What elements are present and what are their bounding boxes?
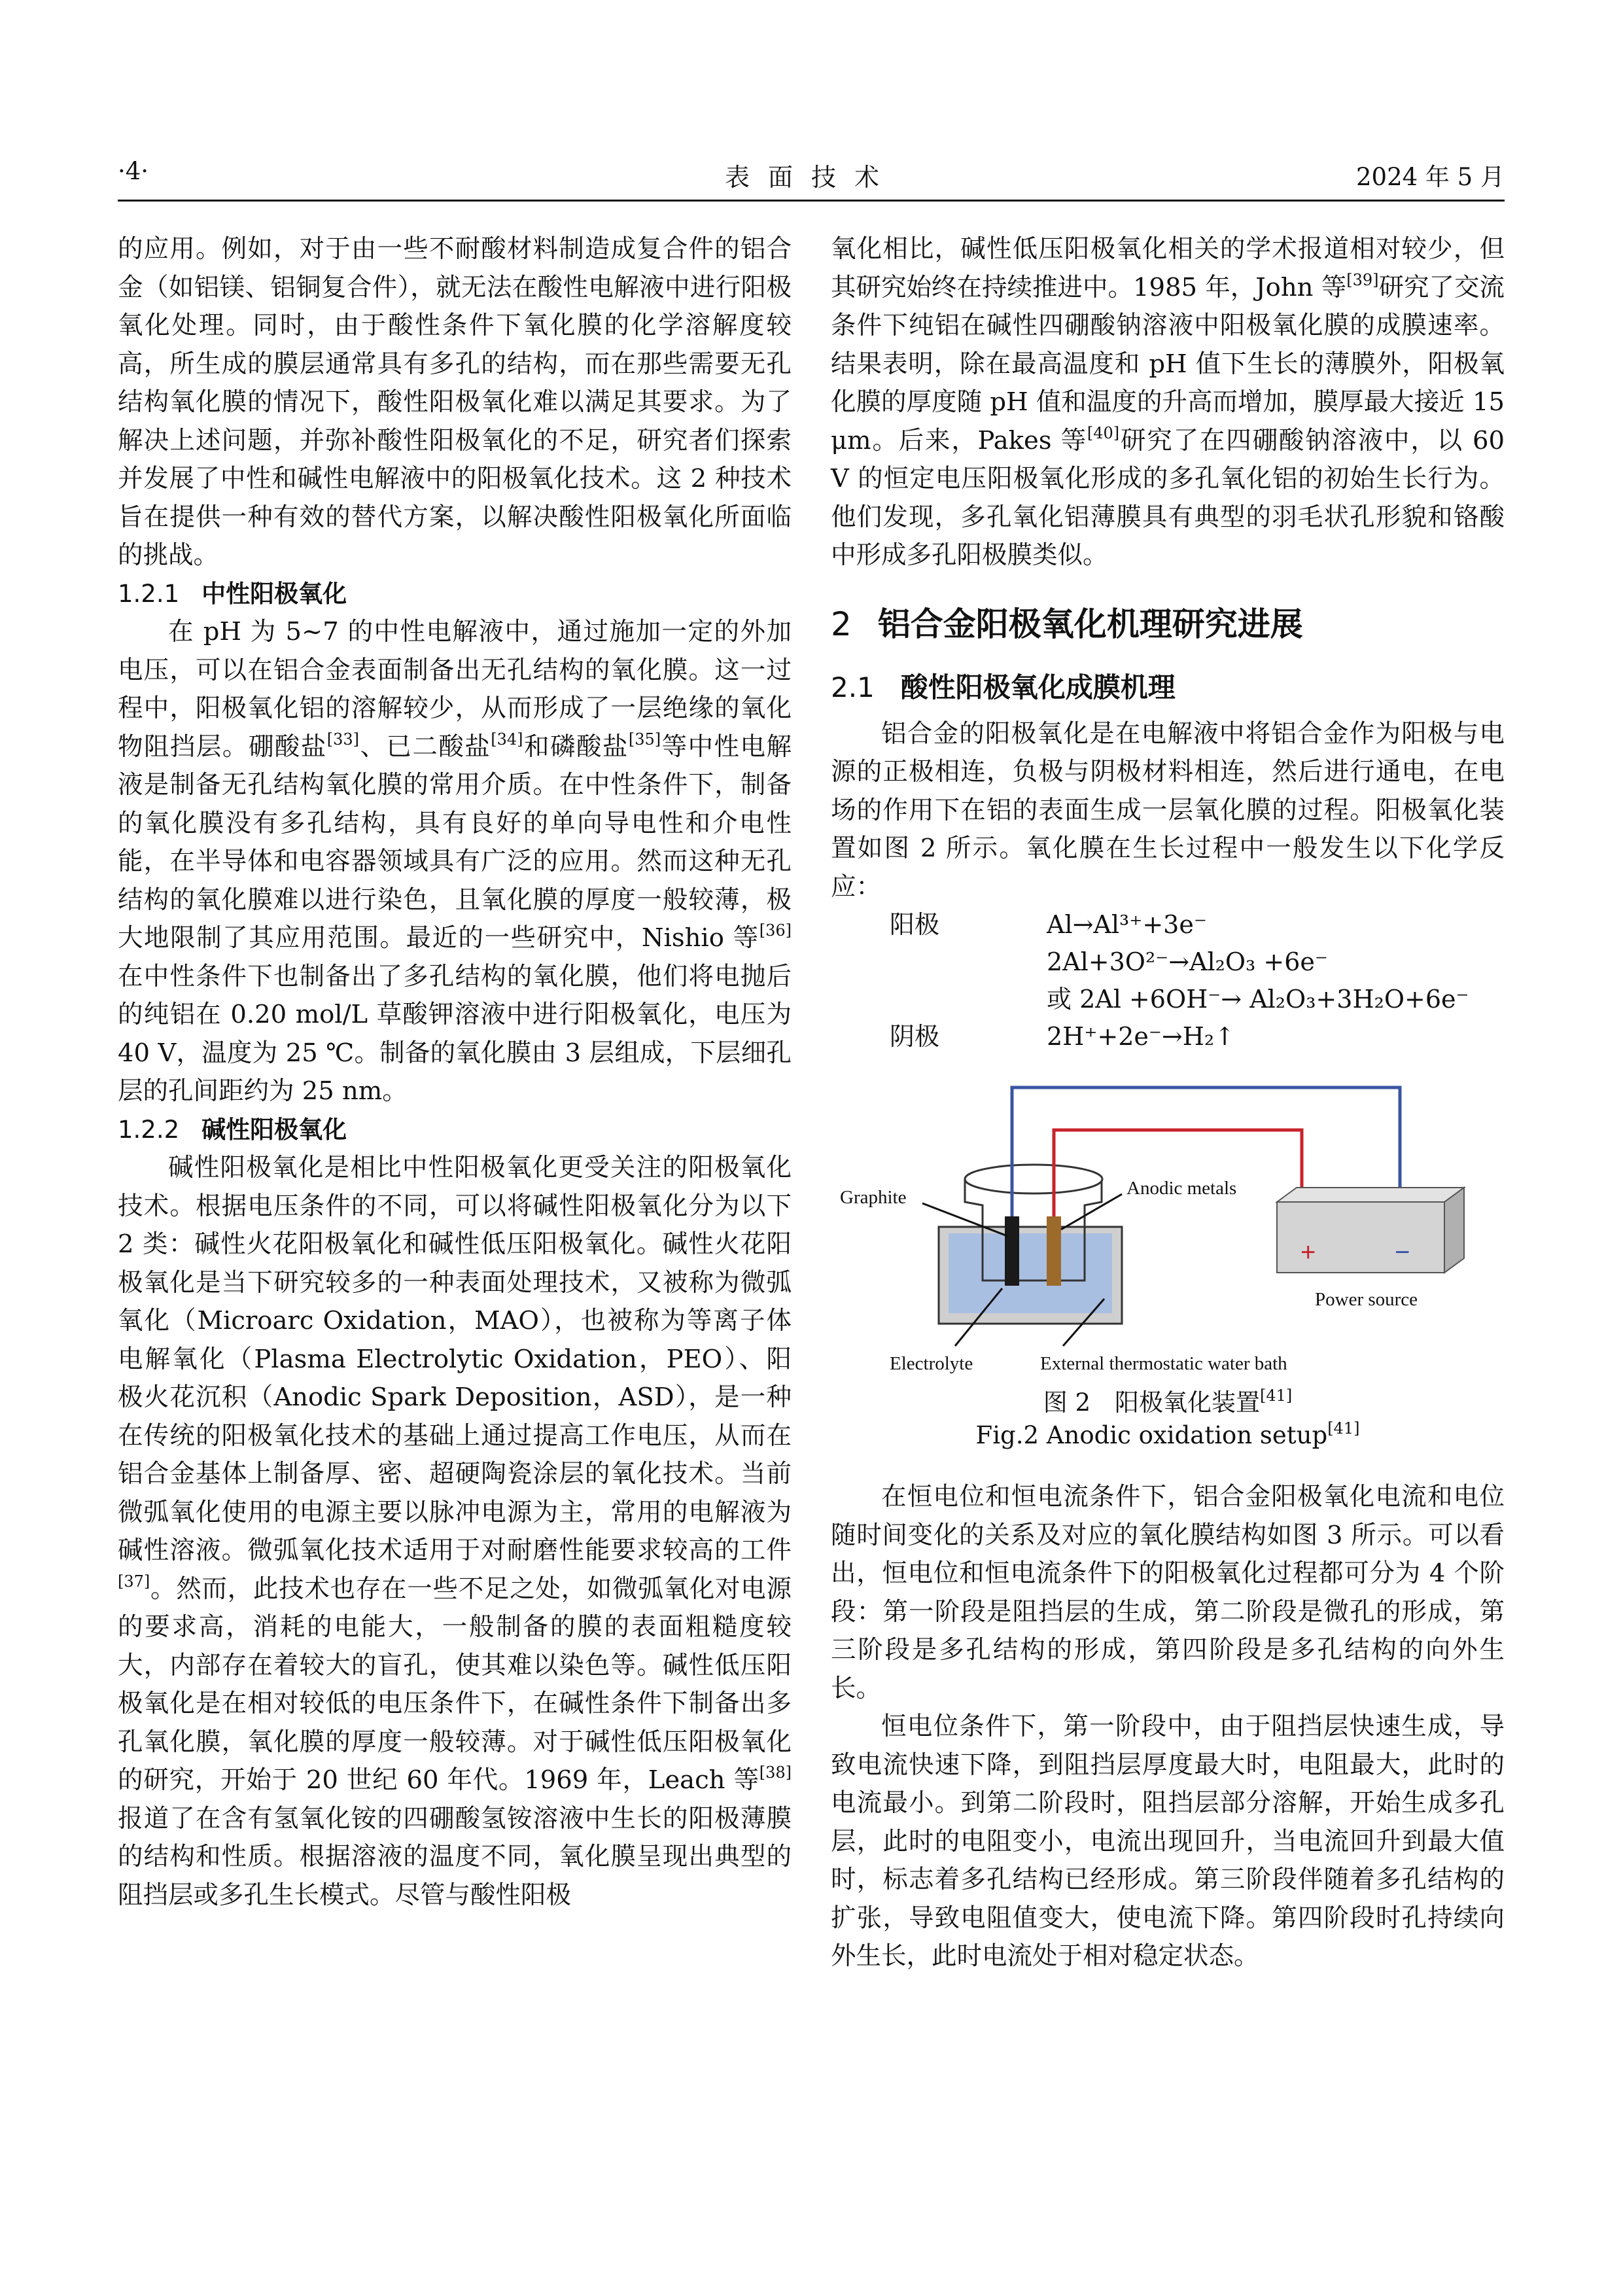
paragraph: [831, 230, 1505, 575]
header-rule: [118, 200, 1505, 202]
funnel-top: [965, 1165, 1102, 1193]
anode-electrode: [1047, 1216, 1061, 1286]
anodic-oxidation-setup-figure: [831, 1065, 1505, 1386]
caption-text: 图 2 阳极氧化装置: [1043, 1388, 1261, 1417]
equation-row: [831, 944, 1505, 981]
section-title: 中性阳极氧化: [201, 579, 347, 608]
plus-sign: +: [1300, 1238, 1316, 1267]
citation: [39]: [1346, 270, 1379, 289]
setup-diagram: [831, 1065, 1505, 1386]
text-run: 、已二酸盐: [358, 732, 491, 762]
graphite-label: Graphite: [840, 1187, 907, 1208]
anodic-metals-label: Anodic metals: [1126, 1178, 1237, 1199]
equation-row: [831, 906, 1505, 944]
electrolyte-label: Electrolyte: [890, 1353, 973, 1374]
text-run: 在中性条件下也制备出了多孔结构的氧化膜，他们将电抛后的纯铝在 0.20 mol/L 草酸钾溶液中进行阳极氧化，电压为 40 V，温度为 25 ℃。制备的氧化膜由 3 层组成，下层细孔层的孔间距约为 25 nm。: [118, 961, 792, 1106]
issue-date: 2024 年 5 月: [1356, 163, 1505, 191]
cathode-label: 阴极: [890, 1022, 940, 1051]
citation: [40]: [1087, 423, 1120, 442]
electrolyte-liquid: [949, 1233, 1112, 1313]
text-run: 研究了交流条件下纯铝在碱性四硼酸钠溶液中阳极氧化膜的成膜速率。结果表明，除在最高温度和 pH 值下生长的薄膜外，阳极氧化膜的厚度随 pH 值和温度的升高而增加，膜厚最大接近 15 μm。后来，Pakes 等: [831, 272, 1505, 455]
equation: 2Al+3O²⁻→Al₂O₃ +6e⁻: [1047, 947, 1328, 976]
anode-label: 阳极: [890, 910, 940, 939]
section-number: 1.2.2: [118, 1115, 180, 1144]
minus-sign: −: [1395, 1238, 1410, 1267]
text-run: 氧化相比，碱性低压阳极氧化相关的学术报道相对较少，但其研究始终在持续推进中。1985 年，John 等: [831, 234, 1505, 302]
page-header: [118, 157, 1505, 196]
left-column: [118, 230, 792, 1915]
section-title: 碱性阳极氧化: [201, 1115, 347, 1144]
citation: [41]: [1260, 1386, 1293, 1405]
citation: [34]: [491, 730, 523, 749]
section-heading-1-2-1: [118, 575, 792, 614]
paragraph: [118, 613, 792, 1111]
citation: [33]: [326, 730, 359, 749]
citation: [38]: [759, 1763, 792, 1782]
figure-caption-cn: [831, 1386, 1505, 1419]
section-number: 2: [831, 605, 852, 643]
reaction-equations: [831, 906, 1505, 1055]
section-title: 铝合金阳极氧化机理研究进展: [877, 605, 1303, 643]
text-run: 报道了在含有氢氧化铵的四硼酸氢铵溶液中生长的阳极薄膜的结构和性质。根据溶液的温度不同，氧化膜呈现出典型的阻挡层或多孔生长模式。尽管与酸性阳极: [118, 1803, 792, 1910]
section-heading-2-1: [831, 668, 1505, 707]
text-run: 和磷酸盐: [523, 732, 629, 762]
section-heading-2: [831, 601, 1505, 647]
paragraph: 的应用。例如，对于由一些不耐酸材料制造成复合件的铝合金（如铝镁、铝铜复合件），就无法在酸性电解液中进行阳极氧化处理。同时，由于酸性条件下氧化膜的化学溶解度较高，所生成的膜层通常具有多孔的结构，而在那些需要无孔结构氧化膜的情况下，酸性阳极氧化难以满足其要求。为了解决上述问题，并弥补酸性阳极氧化的不足，研究者们探索并发展了中性和碱性电解液中的阳极氧化技术。这 2 种技术旨在提供一种有效的替代方案，以解决酸性阳极氧化所面临的挑战。: [118, 234, 792, 570]
section-heading-1-2-2: [118, 1111, 792, 1150]
equation-row: [831, 981, 1505, 1018]
citation: [41]: [1327, 1419, 1360, 1438]
caption-text: Fig.2 Anodic oxidation setup: [975, 1421, 1328, 1449]
journal-title: 表面技术: [724, 163, 898, 192]
citation: [36]: [759, 921, 792, 940]
equation: 或 2Al +6OH⁻→ Al₂O₃+3H₂O+6e⁻: [1047, 985, 1469, 1014]
figure-caption-en: [831, 1419, 1505, 1452]
citation: [37]: [118, 1572, 150, 1591]
equation: Al→Al³⁺+3e⁻: [1047, 910, 1207, 939]
paragraph: 在恒电位和恒电流条件下，铝合金阳极氧化电流和电位随时间变化的关系及对应的氧化膜结构如图 3 所示。可以看出，恒电位和恒电流条件下的阳极氧化过程都可分为 4 个阶段：第一阶段是阻挡层的生成，第二阶段是微孔的形成，第三阶段是多孔结构的形成，第四阶段是多孔结构的向外生长。: [831, 1482, 1505, 1703]
anodic-pointer: [1061, 1194, 1122, 1229]
text-run: 碱性阳极氧化是相比中性阳极氧化更受关注的阳极氧化技术。根据电压条件的不同，可以将碱性阳极氧化分为以下 2 类：碱性火花阳极氧化和碱性低压阳极氧化。碱性火花阳极氧化是当下研究较多的一种表面处理技术，又被称为微弧氧化（Microarc Oxidation，MAO），也被称为等离子体电解氧化（Plasma Electrolytic Oxidation，PEO）、阳极火花沉积（Anodic Spark Deposition，ASD），是一种在传统的阳极氧化技术的基础上通过提高工作电压，从而在铝合金基体上制备厚、密、超硬陶瓷涂层的氧化技术。当前微弧氧化使用的电源主要以脉冲电源为主，常用的电解液为碱性溶液。微弧氧化技术适用于对耐磨性能要求较高的工件: [118, 1153, 792, 1565]
section-title: 酸性阳极氧化成膜机理: [900, 671, 1176, 703]
section-number: 2.1: [831, 671, 875, 703]
power-source-label: Power source: [1315, 1289, 1418, 1310]
text-run: 等中性电解液是制备无孔结构氧化膜的常用介质。在中性条件下，制备的氧化膜没有多孔结构，具有良好的单向导电性和介电性能，在半导体和电容器领域具有广泛的应用。然而这种无孔结构的氧化膜难以进行染色，且氧化膜的厚度一般较薄，极大地限制了其应用范围。最近的一些研究中，Nishio 等: [118, 732, 792, 953]
paragraph: 铝合金的阳极氧化是在电解液中将铝合金作为阳极与电源的正极相连，负极与阴极材料相连，然后进行通电，在电场的作用下在铝的表面生成一层氧化膜的过程。阳极氧化装置如图 2 所示。氧化膜在生长过程中一般发生以下化学反应：: [831, 718, 1505, 902]
water-bath-label: External thermostatic water bath: [1040, 1353, 1287, 1374]
text-run: 研究了在四硼酸钠溶液中，以 60 V 的恒定电压阳极氧化形成的多孔氧化铝的初始生长行为。他们发现，多孔氧化铝薄膜具有典型的羽毛状孔形貌和铬酸中形成多孔阳极膜类似。: [831, 425, 1505, 570]
text-run: 。然而，此技术也存在一些不足之处，如微弧氧化对电源的要求高，消耗的电能大，一般制备的膜的表面粗糙度较大，内部存在着较大的盲孔，使其难以染色等。碱性低压阳极氧化是在相对较低的电压条件下，在碱性条件下制备出多孔氧化膜，氧化膜的厚度一般较薄。对于碱性低压阳极氧化的研究，开始于 20 世纪 60 年代。1969 年，Leach 等: [118, 1574, 792, 1795]
power-source-side: [1444, 1188, 1464, 1273]
equation: 2H⁺+2e⁻→H₂↑: [1047, 1022, 1235, 1051]
section-number: 1.2.1: [118, 579, 180, 608]
paragraph: [118, 1149, 792, 1915]
right-column: [831, 230, 1505, 1976]
equation-row: [831, 1018, 1505, 1055]
page-number: ·4·: [118, 157, 149, 185]
power-source-top: [1277, 1188, 1464, 1202]
text-run: 在 pH 为 5~7 的中性电解液中，通过施加一定的外加电压，可以在铝合金表面制备出无孔结构的氧化膜。这一过程中，阳极氧化铝的溶解较少，从而形成了一层绝缘的氧化物阻挡层。硼酸盐: [118, 617, 792, 762]
citation: [35]: [628, 730, 661, 749]
paragraph: 恒电位条件下，第一阶段中，由于阻挡层快速生成，导致电流快速下降，到阻挡层厚度最大时，电阻最大，此时的电流最小。到第二阶段时，阻挡层部分溶解，开始生成多孔层，此时的电阻变小，电流出现回升，当电流回升到最大值时，标志着多孔结构已经形成。第三阶段伴随着多孔结构的扩张，导致电阻值变大，使电流下降。第四阶段时孔持续向外生长，此时电流处于相对稳定状态。: [831, 1712, 1505, 1971]
graphite-electrode: [1005, 1216, 1019, 1286]
